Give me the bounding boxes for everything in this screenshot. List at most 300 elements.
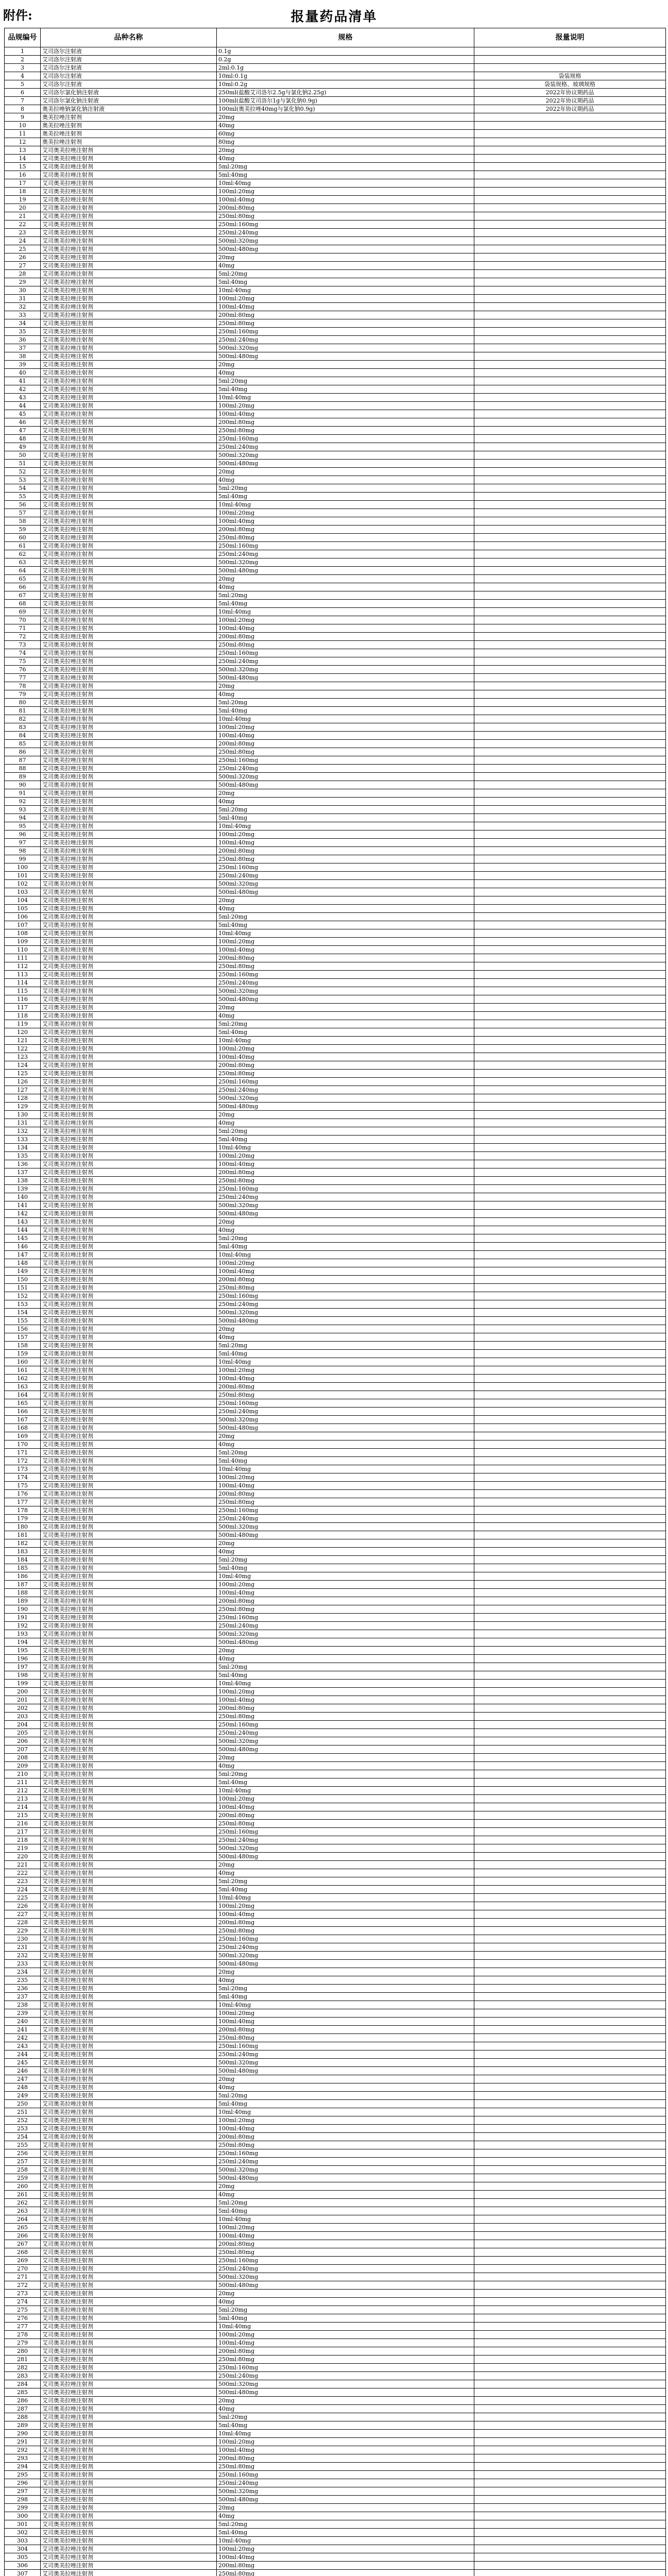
cell-id: 300 [5,2512,41,2520]
cell-name: 艾司奥美拉唑注射剂 [41,534,217,542]
cell-note [474,1457,666,1465]
cell-spec: 5ml:40mg [217,2207,474,2215]
cell-note [474,732,666,740]
table-row [5,1795,666,1803]
cell-name: 艾司奥美拉唑注射剂 [41,979,217,987]
cell-spec: 200ml:80mg [217,1061,474,1070]
cell-note [474,806,666,814]
table-row [5,2397,666,2405]
cell-spec: 250ml:240mg [217,1515,474,1523]
cell-spec: 250ml:160mg [217,1935,474,1943]
cell-name: 艾司奥美拉唑注射剂 [41,1869,217,1877]
cell-note [474,2108,666,2116]
cell-spec: 250ml:240mg [217,443,474,451]
table-row [5,2512,666,2520]
cell-id: 77 [5,674,41,682]
cell-id: 76 [5,666,41,674]
cell-id: 171 [5,1449,41,1457]
cell-name: 艾司奥美拉唑注射剂 [41,814,217,822]
cell-spec: 10ml:40mg [217,1037,474,1045]
cell-spec: 100ml:40mg [217,2446,474,2454]
cell-id: 23 [5,229,41,237]
cell-note [474,2504,666,2512]
cell-spec: 250ml(盐酸艾司洛尔2.5g与氯化钠2.25g) [217,89,474,97]
cell-note [474,1614,666,1622]
table-row [5,1177,666,1185]
cell-note [474,2059,666,2067]
cell-id: 228 [5,1919,41,1927]
cell-id: 15 [5,163,41,171]
cell-spec: 20mg [217,1004,474,1012]
cell-name: 艾司奥美拉唑注射剂 [41,1366,217,1375]
table-row [5,2355,666,2364]
cell-note [474,1844,666,1853]
cell-id: 201 [5,1696,41,1704]
table-row [5,1721,666,1729]
cell-spec: 5ml:40mg [217,1778,474,1787]
cell-spec: 200ml:80mg [217,1704,474,1713]
cell-id: 87 [5,756,41,765]
cell-name: 艾司奥美拉唑注射剂 [41,608,217,616]
cell-note [474,995,666,1004]
cell-note [474,1185,666,1193]
cell-name: 艾司奥美拉唑注射剂 [41,1342,217,1350]
cell-note [474,377,666,385]
cell-spec: 250ml:160mg [217,1078,474,1086]
cell-note [474,2570,666,2576]
cell-spec: 5ml:20mg [217,270,474,278]
table-row [5,1853,666,1861]
cell-id: 254 [5,2133,41,2141]
cell-spec: 5ml:40mg [217,1028,474,1037]
cell-id: 27 [5,262,41,270]
cell-spec: 5ml:20mg [217,2199,474,2207]
cell-id: 247 [5,2075,41,2083]
cell-name: 艾司奥美拉唑注射剂 [41,1473,217,1482]
table-row [5,1910,666,1919]
cell-spec: 250ml:160mg [217,649,474,657]
cell-spec: 100ml:40mg [217,624,474,633]
cell-note [474,1045,666,1053]
table-row [5,476,666,484]
cell-id: 168 [5,1424,41,1432]
table-row [5,435,666,443]
cell-spec: 10ml:40mg [217,2108,474,2116]
cell-note [474,2240,666,2248]
table-row [5,641,666,649]
cell-id: 42 [5,385,41,394]
table-row [5,1696,666,1704]
table-row [5,2158,666,2166]
cell-note [474,1482,666,1490]
table-row [5,896,666,905]
table-row [5,1449,666,1457]
cell-id: 85 [5,740,41,748]
cell-name: 艾司奥美拉唑注射剂 [41,1729,217,1737]
cell-spec: 200ml:80mg [217,1811,474,1820]
cell-note [474,188,666,196]
cell-spec: 250ml:160mg [217,328,474,336]
cell-id: 215 [5,1811,41,1820]
table-row [5,385,666,394]
cell-id: 94 [5,814,41,822]
cell-name: 艾司奥美拉唑注射剂 [41,1688,217,1696]
cell-id: 227 [5,1910,41,1919]
table-row [5,773,666,781]
cell-note [474,1754,666,1762]
table-row [5,2083,666,2092]
cell-name: 艾司奥美拉唑注射剂 [41,971,217,979]
cell-id: 132 [5,1127,41,1136]
table-row [5,468,666,476]
cell-id: 184 [5,1556,41,1564]
cell-note [474,1424,666,1432]
cell-note [474,2347,666,2355]
cell-spec: 100ml:20mg [217,1473,474,1482]
cell-name: 艾司奥美拉唑注射剂 [41,1853,217,1861]
cell-name: 艾司奥美拉唑注射剂 [41,690,217,699]
cell-spec: 20mg [217,2290,474,2298]
cell-id: 181 [5,1531,41,1539]
cell-note [474,699,666,707]
cell-spec: 250ml:80mg [217,212,474,221]
cell-id: 14 [5,155,41,163]
table-row [5,2207,666,2215]
cell-name: 艾司奥美拉唑注射剂 [41,484,217,493]
cell-id: 193 [5,1630,41,1638]
cell-id: 136 [5,1160,41,1168]
cell-spec: 10ml:40mg [217,2001,474,2009]
cell-id: 173 [5,1465,41,1473]
cell-id: 141 [5,1201,41,1210]
cell-spec: 250ml:160mg [217,1185,474,1193]
cell-name: 艾司奥美拉唑注射剂 [41,278,217,286]
table-row [5,1655,666,1663]
cell-name: 艾司奥美拉唑注射剂 [41,2496,217,2504]
table-row [5,2446,666,2454]
cell-spec: 200ml:80mg [217,740,474,748]
cell-name: 艾司奥美拉唑注射剂 [41,2298,217,2306]
cell-id: 160 [5,1358,41,1366]
table-row [5,1663,666,1671]
cell-spec: 10ml:40mg [217,1358,474,1366]
cell-note [474,1267,666,1276]
cell-spec: 500ml:480mg [217,1531,474,1539]
cell-spec: 200ml:80mg [217,2562,474,2570]
cell-spec: 500ml:480mg [217,1210,474,1218]
cell-name: 艾司奥美拉唑注射剂 [41,831,217,839]
cell-name: 艾司奥美拉唑注射剂 [41,188,217,196]
cell-spec: 5ml:20mg [217,1449,474,1457]
cell-spec: 250ml:80mg [217,1070,474,1078]
table-row [5,1168,666,1177]
cell-name: 艾司奥美拉唑注射剂 [41,558,217,567]
cell-name: 艾司奥美拉唑注射剂 [41,1647,217,1655]
cell-id: 146 [5,1243,41,1251]
cell-id: 234 [5,1968,41,1976]
table-row [5,1902,666,1910]
table-row [5,1605,666,1614]
cell-spec: 10ml:40mg [217,2215,474,2224]
cell-note [474,2380,666,2388]
table-row [5,1919,666,1927]
cell-spec: 200ml:80mg [217,1597,474,1605]
cell-id: 24 [5,237,41,245]
table-row [5,460,666,468]
cell-id: 67 [5,591,41,600]
cell-name: 艾司奥美拉唑注射剂 [41,1185,217,1193]
cell-id: 156 [5,1325,41,1333]
table-row [5,1572,666,1581]
table-row [5,2520,666,2529]
table-row [5,666,666,674]
cell-id: 51 [5,460,41,468]
table-row [5,394,666,402]
cell-id: 22 [5,221,41,229]
table-row [5,122,666,130]
cell-spec: 100ml:40mg [217,303,474,311]
cell-name: 艾司奥美拉唑注射剂 [41,781,217,789]
cell-name: 艾司洛尔注射液 [41,72,217,80]
cell-note [474,979,666,987]
cell-note [474,1004,666,1012]
table-row [5,1713,666,1721]
table-row [5,2232,666,2240]
table-row [5,1012,666,1020]
cell-note [474,1193,666,1201]
cell-id: 78 [5,682,41,690]
cell-spec: 0.1g [217,47,474,56]
cell-name: 艾司奥美拉唑注射剂 [41,847,217,855]
cell-id: 105 [5,905,41,913]
cell-id: 154 [5,1309,41,1317]
cell-id: 88 [5,765,41,773]
cell-note [474,1086,666,1094]
cell-note [474,1820,666,1828]
cell-name: 艾司奥美拉唑注射剂 [41,1210,217,1218]
cell-note [474,1894,666,1902]
cell-note [474,608,666,616]
cell-id: 159 [5,1350,41,1358]
table-row [5,1276,666,1284]
cell-name: 艾司奥美拉唑注射剂 [41,2306,217,2314]
cell-note [474,1704,666,1713]
cell-id: 196 [5,1655,41,1663]
cell-spec: 250ml:160mg [217,1614,474,1622]
cell-note [474,1408,666,1416]
cell-id: 8 [5,105,41,113]
cell-name: 艾司奥美拉唑注射剂 [41,789,217,798]
cell-note [474,1259,666,1267]
table-row [5,221,666,229]
cell-note [474,2537,666,2545]
cell-spec: 500ml:320mg [217,2166,474,2174]
cell-note [474,2479,666,2487]
cell-name: 艾司奥美拉唑注射剂 [41,1168,217,1177]
table-row [5,1391,666,1399]
table-row [5,995,666,1004]
table-row [5,855,666,863]
cell-spec: 250ml:160mg [217,2042,474,2050]
table-row [5,863,666,872]
cell-id: 52 [5,468,41,476]
cell-name: 艾司奥美拉唑注射剂 [41,1094,217,1103]
cell-note [474,2026,666,2034]
cell-note [474,1375,666,1383]
cell-note [474,1020,666,1028]
table-row [5,1037,666,1045]
table-row [5,1704,666,1713]
cell-spec: 5ml:40mg [217,2529,474,2537]
cell-spec: 40mg [217,1869,474,1877]
cell-id: 239 [5,2009,41,2018]
table-row [5,369,666,377]
cell-spec: 100ml:40mg [217,1267,474,1276]
table-row [5,2405,666,2413]
cell-id: 118 [5,1012,41,1020]
cell-note [474,286,666,295]
cell-spec: 250ml:80mg [217,1820,474,1828]
table-row [5,1877,666,1886]
cell-spec: 100ml:20mg [217,1259,474,1267]
cell-id: 217 [5,1828,41,1836]
cell-name: 艾司奥美拉唑注射剂 [41,155,217,163]
cell-id: 46 [5,418,41,427]
cell-note: 袋装规格、玻璃规格 [474,80,666,89]
cell-note [474,1168,666,1177]
cell-name: 奥美拉唑钠氯化钠注射液 [41,105,217,113]
cell-name: 艾司奥美拉唑注射剂 [41,361,217,369]
cell-spec: 100ml:20mg [217,295,474,303]
table-row [5,501,666,509]
cell-name: 艾司奥美拉唑注射剂 [41,394,217,402]
table-row [5,971,666,979]
cell-note [474,212,666,221]
cell-note [474,2273,666,2281]
table-row [5,295,666,303]
cell-id: 34 [5,319,41,328]
cell-note [474,56,666,64]
cell-note [474,2314,666,2323]
cell-id: 192 [5,1622,41,1630]
cell-spec: 250ml:160mg [217,2257,474,2265]
cell-note [474,1935,666,1943]
cell-id: 270 [5,2265,41,2273]
cell-id: 188 [5,1589,41,1597]
cell-name: 艾司奥美拉唑注射剂 [41,146,217,155]
table-row [5,616,666,624]
cell-spec: 5ml:20mg [217,484,474,493]
cell-spec: 20mg [217,1325,474,1333]
cell-id: 5 [5,80,41,89]
cell-spec: 250ml:240mg [217,872,474,880]
cell-name: 艾司奥美拉唑注射剂 [41,2083,217,2092]
cell-name: 艾司奥美拉唑注射剂 [41,295,217,303]
cell-id: 83 [5,723,41,732]
table-row [5,1894,666,1902]
cell-spec: 250ml:80mg [217,2248,474,2257]
cell-note [474,204,666,212]
table-row [5,2100,666,2108]
cell-note [474,2199,666,2207]
cell-note [474,1243,666,1251]
table-row [5,929,666,938]
cell-name: 艾司奥美拉唑注射剂 [41,2430,217,2438]
table-row [5,2553,666,2562]
cell-note [474,1910,666,1919]
cell-id: 198 [5,1671,41,1680]
cell-spec: 250ml:240mg [217,979,474,987]
cell-spec: 5ml:40mg [217,278,474,286]
cell-name: 艾司奥美拉唑注射剂 [41,575,217,583]
cell-id: 195 [5,1647,41,1655]
cell-name: 艾司奥美拉唑注射剂 [41,1201,217,1210]
cell-id: 155 [5,1317,41,1325]
cell-id: 140 [5,1193,41,1201]
cell-spec: 250ml:160mg [217,1828,474,1836]
cell-spec: 200ml:80mg [217,2454,474,2463]
table-row [5,2298,666,2306]
cell-note [474,2364,666,2372]
cell-id: 91 [5,789,41,798]
cell-spec: 250ml:80mg [217,1177,474,1185]
cell-name: 艾司奥美拉唑注射剂 [41,1383,217,1391]
cell-name: 艾司奥美拉唑注射剂 [41,451,217,460]
cell-note [474,369,666,377]
cell-id: 258 [5,2166,41,2174]
cell-name: 艾司奥美拉唑注射剂 [41,196,217,204]
cell-name: 艾司奥美拉唑注射剂 [41,1309,217,1317]
cell-name: 艾司奥美拉唑注射剂 [41,501,217,509]
cell-note [474,2339,666,2347]
cell-note [474,1350,666,1358]
cell-id: 20 [5,204,41,212]
cell-spec: 100ml:20mg [217,1045,474,1053]
cell-id: 37 [5,344,41,352]
table-row [5,591,666,600]
cell-id: 101 [5,872,41,880]
table-row [5,2199,666,2207]
table-row [5,2273,666,2281]
table-row [5,328,666,336]
cell-id: 199 [5,1680,41,1688]
cell-spec: 20mg [217,2075,474,2083]
cell-note [474,789,666,798]
cell-spec: 5ml:40mg [217,1457,474,1465]
cell-name: 艾司奥美拉唑注射剂 [41,2050,217,2059]
page-title: 报量药品清单 [290,9,378,25]
cell-name: 艾司奥美拉唑注射剂 [41,1539,217,1548]
cell-id: 238 [5,2001,41,2009]
cell-spec: 250ml:80mg [217,1713,474,1721]
cell-name: 艾司奥美拉唑注射剂 [41,2108,217,2116]
cell-id: 143 [5,1218,41,1226]
cell-id: 172 [5,1457,41,1465]
cell-note [474,1985,666,1993]
table-row [5,319,666,328]
cell-name: 艾司奥美拉唑注射剂 [41,1053,217,1061]
cell-note [474,1713,666,1721]
cell-name: 艾司奥美拉唑注射剂 [41,1103,217,1111]
table-row [5,946,666,954]
cell-name: 艾司奥美拉唑注射剂 [41,1399,217,1408]
cell-note [474,2265,666,2273]
cell-spec: 100ml:20mg [217,2116,474,2125]
cell-note [474,2413,666,2421]
cell-note [474,1078,666,1086]
cell-spec: 500ml:480mg [217,2496,474,2504]
cell-note [474,1449,666,1457]
